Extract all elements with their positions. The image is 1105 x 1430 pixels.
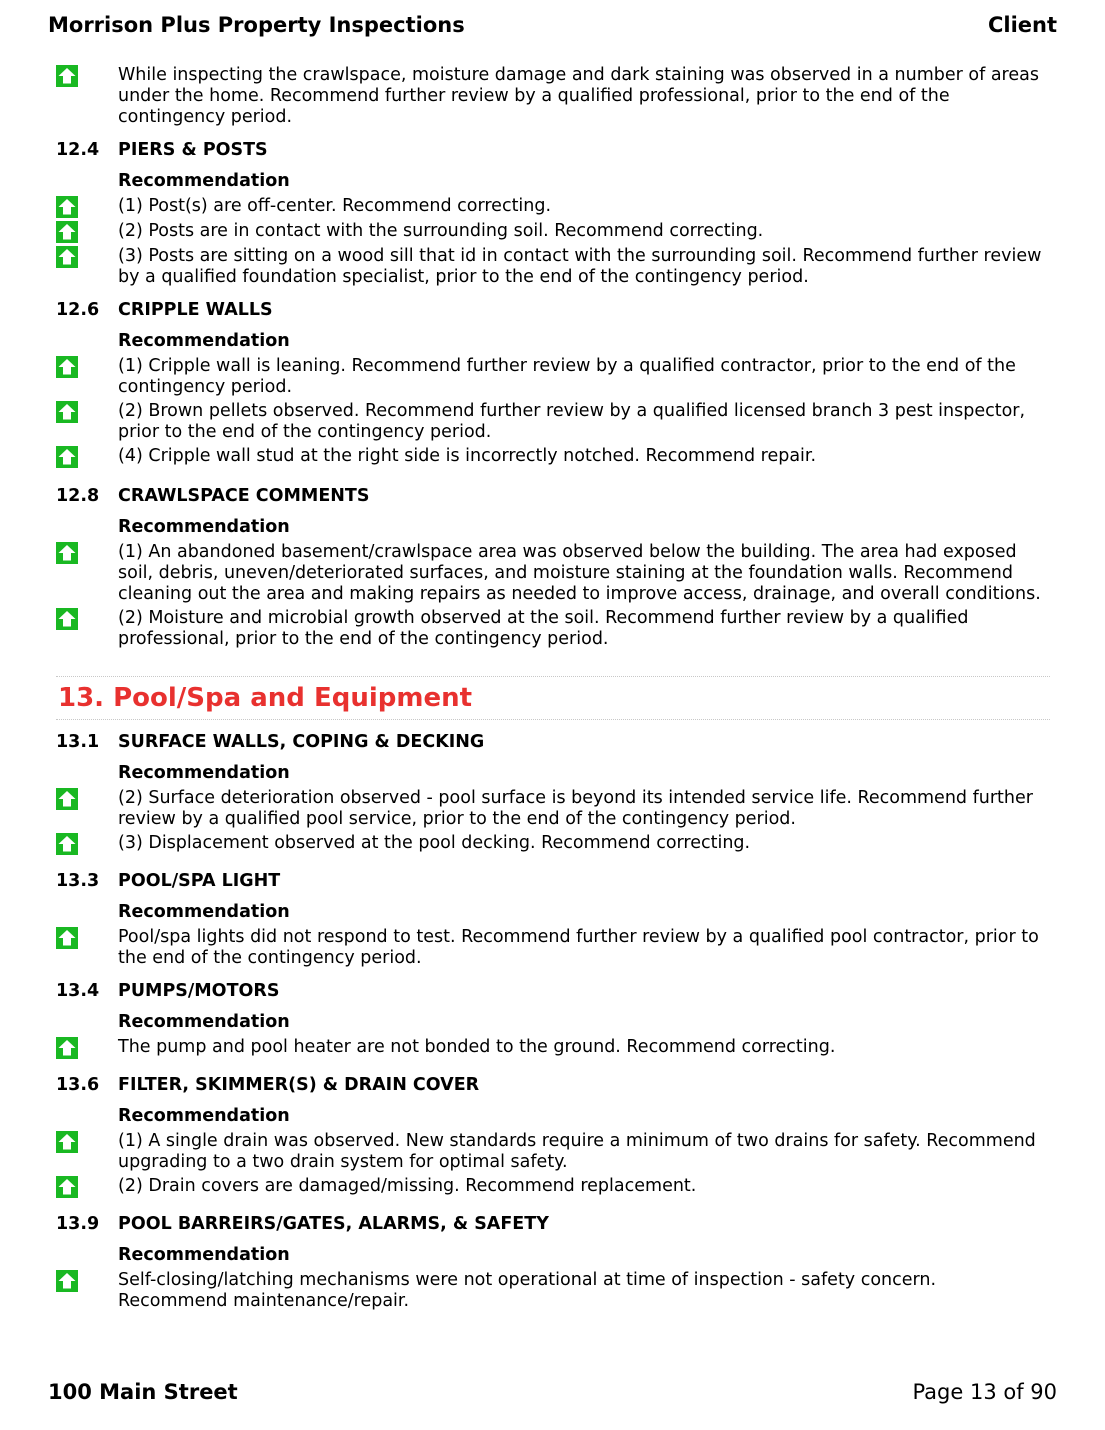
list-item (56, 1270, 1050, 1312)
page-header (48, 13, 1057, 37)
list-item (56, 608, 1050, 650)
section-number: 12.4 (56, 140, 100, 160)
section-title: POOL/SPA LIGHT (118, 871, 281, 891)
section-heading-12-4 (56, 140, 1050, 161)
list-item (56, 446, 1050, 468)
up-arrow-icon (56, 221, 78, 243)
section-title: CRIPPLE WALLS (118, 300, 273, 320)
section-title: PIERS & POSTS (118, 140, 268, 160)
company-name: Morrison Plus Property Inspections (48, 13, 465, 37)
item-text: (2) Moisture and microbial growth observed at the soil. Recommend further review by a qualified professional, prior to the end of the contingency period. (118, 608, 969, 649)
list-item (56, 788, 1050, 830)
item-text: Self-closing/latching mechanisms were not operational at time of inspection - safety concern. Recommend maintenance/repair. (118, 1270, 937, 1311)
item-text: (1) Cripple wall is leaning. Recommend further review by a qualified contractor, prior to the end of the contingency period. (118, 356, 1016, 397)
list-item (56, 246, 1050, 288)
section-number: 12.8 (56, 486, 100, 506)
up-arrow-icon (56, 401, 78, 423)
item-text: (3) Displacement observed at the pool decking. Recommend correcting. (118, 833, 751, 853)
up-arrow-icon (56, 446, 78, 468)
up-arrow-icon (56, 246, 78, 268)
list-item (56, 542, 1050, 605)
list-item (56, 221, 1050, 243)
item-text: (2) Brown pellets observed. Recommend further review by a qualified licensed branch 3 pest inspector, prior to the end of the contingency period. (118, 401, 1026, 442)
list-item (56, 356, 1050, 398)
client-label: Client (987, 13, 1057, 37)
section-heading-13-4 (56, 981, 1050, 1002)
recommendation-label: Recommendation (118, 1106, 290, 1126)
section-heading-12-8 (56, 486, 1050, 507)
page-number: Page 13 of 90 (912, 1380, 1057, 1404)
recommendation-label: Recommendation (118, 517, 290, 537)
property-address: 100 Main Street (48, 1380, 238, 1404)
up-arrow-icon (56, 196, 78, 218)
recommendation-label: Recommendation (118, 763, 290, 783)
item-text: (1) An abandoned basement/crawlspace area was observed below the building. The area had exposed soil, debris, uneven/deteriorated surfaces, and moisture staining at the foundation walls. Recommend cleaning out the area and making repairs as needed to improve access, drainage, and overall conditions. (118, 542, 1041, 604)
up-arrow-icon (56, 1176, 78, 1198)
item-text: (3) Posts are sitting on a wood sill that id in contact with the surrounding soil. Recommend further review by a qualified foundation specialist, prior to the end of the contingency period. (118, 246, 1042, 287)
list-item (56, 1176, 1050, 1198)
item-text: (2) Posts are in contact with the surrounding soil. Recommend correcting. (118, 221, 764, 241)
section-number: 13.9 (56, 1214, 100, 1234)
list-item (56, 196, 1050, 218)
up-arrow-icon (56, 65, 78, 87)
section-number: 13.4 (56, 981, 100, 1001)
section-number: 13.6 (56, 1075, 100, 1095)
item-text: While inspecting the crawlspace, moisture damage and dark staining was observed in a number of areas under the home. Recommend further review by a qualified professional, prior to the end of the contingency period. (118, 65, 1039, 127)
section-number: 13.3 (56, 871, 100, 891)
up-arrow-icon (56, 356, 78, 378)
item-text: Pool/spa lights did not respond to test. Recommend further review by a qualified pool contractor, prior to the end of the contingency period. (118, 927, 1039, 968)
item-text: (1) A single drain was observed. New standards require a minimum of two drains for safety. Recommend upgrading to a two drain system for optimal safety. (118, 1131, 1036, 1172)
section-title: SURFACE WALLS, COPING & DECKING (118, 732, 485, 752)
list-item (56, 927, 1050, 969)
list-item (56, 1037, 1050, 1059)
up-arrow-icon (56, 833, 78, 855)
list-item (56, 1131, 1050, 1173)
section-heading-13-3 (56, 871, 1050, 892)
item-text: (4) Cripple wall stud at the right side is incorrectly notched. Recommend repair. (118, 446, 817, 466)
item-text: The pump and pool heater are not bonded to the ground. Recommend correcting. (118, 1037, 836, 1057)
section-title: FILTER, SKIMMER(S) & DRAIN COVER (118, 1075, 480, 1095)
section-number: 13.1 (56, 732, 100, 752)
recommendation-label: Recommendation (118, 331, 290, 351)
up-arrow-icon (56, 608, 78, 630)
item-text: (1) Post(s) are off-center. Recommend correcting. (118, 196, 552, 216)
section-heading-13-6 (56, 1075, 1050, 1096)
up-arrow-icon (56, 1131, 78, 1153)
section-title: CRAWLSPACE COMMENTS (118, 486, 370, 506)
up-arrow-icon (56, 927, 78, 949)
page-footer (48, 1380, 1057, 1404)
section-title: PUMPS/MOTORS (118, 981, 280, 1001)
list-item (56, 833, 1050, 855)
item-text: (2) Drain covers are damaged/missing. Recommend replacement. (118, 1176, 697, 1196)
report-content (56, 65, 1050, 1312)
section-heading-13-9 (56, 1214, 1050, 1235)
recommendation-label: Recommendation (118, 171, 290, 191)
up-arrow-icon (56, 788, 78, 810)
up-arrow-icon (56, 542, 78, 564)
section-heading-12-6 (56, 300, 1050, 321)
section-heading-13-1 (56, 732, 1050, 753)
chapter-title: 13. Pool/Spa and Equipment (56, 676, 1050, 720)
list-item (56, 401, 1050, 443)
recommendation-label: Recommendation (118, 1012, 290, 1032)
section-title: POOL BARREIRS/GATES, ALARMS, & SAFETY (118, 1214, 549, 1234)
section-number: 12.6 (56, 300, 100, 320)
recommendation-label: Recommendation (118, 902, 290, 922)
recommendation-label: Recommendation (118, 1245, 290, 1265)
item-text: (2) Surface deterioration observed - pool surface is beyond its intended service life. Recommend further review by a qualified pool service, prior to the end of the contingency period. (118, 788, 1033, 829)
up-arrow-icon (56, 1037, 78, 1059)
up-arrow-icon (56, 1270, 78, 1292)
intro-item (56, 65, 1050, 128)
